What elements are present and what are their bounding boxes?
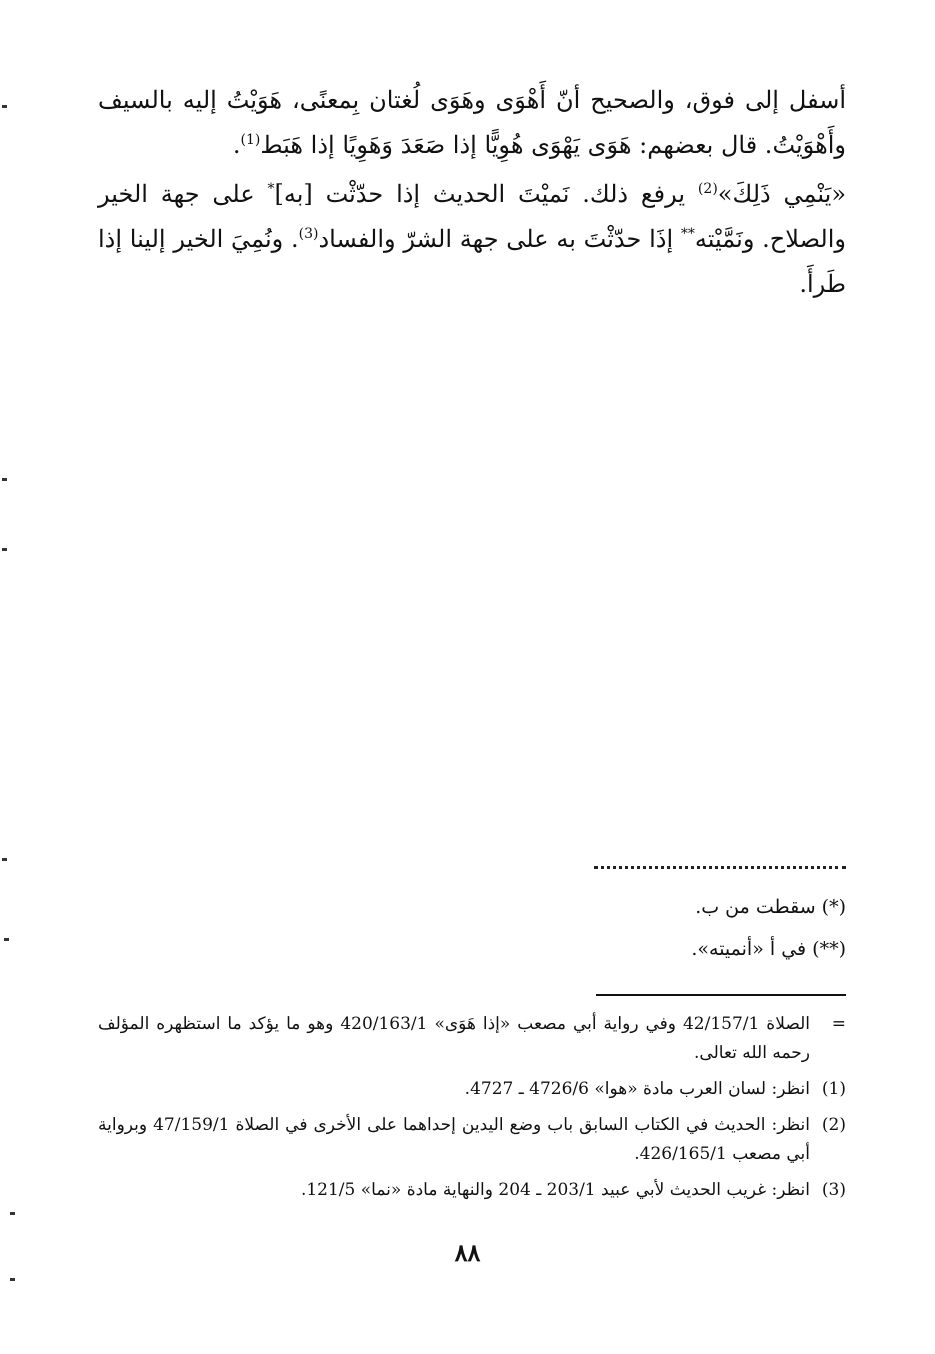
dotted-separator — [594, 866, 846, 869]
paragraph-2-part-1: يرفع ذلك. نَميْتَ الحديث إذا حدّثْت [به] — [274, 180, 686, 208]
scan-speck — [10, 1278, 15, 1281]
paragraph-2-part-3: إذَا حدّثْتَ به على جهة الشرّ والفساد — [318, 225, 674, 253]
footnote-mark: (1) — [821, 1079, 846, 1099]
footnotes — [98, 1010, 846, 1212]
footnote-3 — [98, 1176, 846, 1205]
footnote-text: انظر: غريب الحديث لأبي عبيد 203/1 ـ 204 والنهاية مادة «نما» 121/5. — [300, 1180, 810, 1200]
footnote-1 — [98, 1075, 846, 1104]
paragraph-1-end: . — [232, 131, 241, 159]
editor-note-text: في أ «أنميته». — [691, 938, 807, 960]
scan-speck — [10, 1212, 15, 1215]
editor-note — [560, 886, 846, 928]
main-text — [98, 78, 846, 307]
scan-speck — [2, 105, 7, 108]
scan-speck — [2, 548, 7, 551]
footnote-ref-2: (2) — [697, 181, 718, 197]
scan-speck — [2, 858, 7, 861]
paragraph-1 — [98, 78, 846, 168]
scan-speck — [4, 938, 9, 941]
footnote-rule — [596, 994, 846, 996]
paragraph-1-text: أسفل إلى فوق، والصحيح أنّ أَهْوَى وهَوَى لُغتان بِمعنًى، هَوَيْتُ إليه بالسيف وأَهْوَيْتُ. قال بعضهم: هَوَى يَهْوَى هُوِيًّا إذا صَعَدَ وَهَوِيًا إذا هَبَط — [98, 86, 846, 159]
footnote-continuation — [98, 1010, 846, 1068]
footnote-text: انظر: الحديث في الكتاب السابق باب وضع اليدين إحداهما على الأخرى في الصلاة 47/159/1 وبرواية أبي مصعب 426/165/1. — [98, 1115, 810, 1164]
editor-note-ref-1: * — [267, 181, 275, 197]
footnote-ref-1: (1) — [240, 132, 261, 148]
hadith-phrase: «يَنْمِي ذَلِكَ» — [717, 180, 846, 208]
footnote-ref-3: (3) — [298, 226, 319, 242]
editor-note-text: سقطت من ب. — [695, 896, 816, 918]
scan-speck — [2, 478, 7, 481]
footnote-2 — [98, 1111, 846, 1169]
editor-notes — [560, 886, 846, 970]
footnote-text: الصلاة 42/157/1 وفي رواية أبي مصعب «إذا هَوَى» 420/163/1 وهو ما يؤكد ما استظهره المؤلف رحمه الله تعالى. — [98, 1014, 811, 1063]
editor-note-ref-2: ** — [680, 226, 695, 242]
footnote-text: انظر: لسان العرب مادة «هوا» 4726/6 ـ 4727. — [464, 1079, 810, 1099]
paragraph-2 — [98, 172, 846, 307]
paragraph-2-part-2: على جهة الخير والصلاح. ونَمَّيْته — [98, 180, 846, 253]
editor-note — [560, 928, 846, 970]
editor-note-mark: (*) — [821, 896, 846, 918]
footnote-mark: (3) — [821, 1180, 846, 1200]
footnote-mark: = — [831, 1014, 846, 1034]
editor-note-mark: (**) — [812, 938, 846, 960]
footnote-mark: (2) — [821, 1115, 846, 1135]
page-number: ٨٨ — [454, 1238, 481, 1267]
paragraph-2-part-4: . ونُمِيَ الخير إلينا إذا طَرأَ. — [98, 225, 846, 298]
